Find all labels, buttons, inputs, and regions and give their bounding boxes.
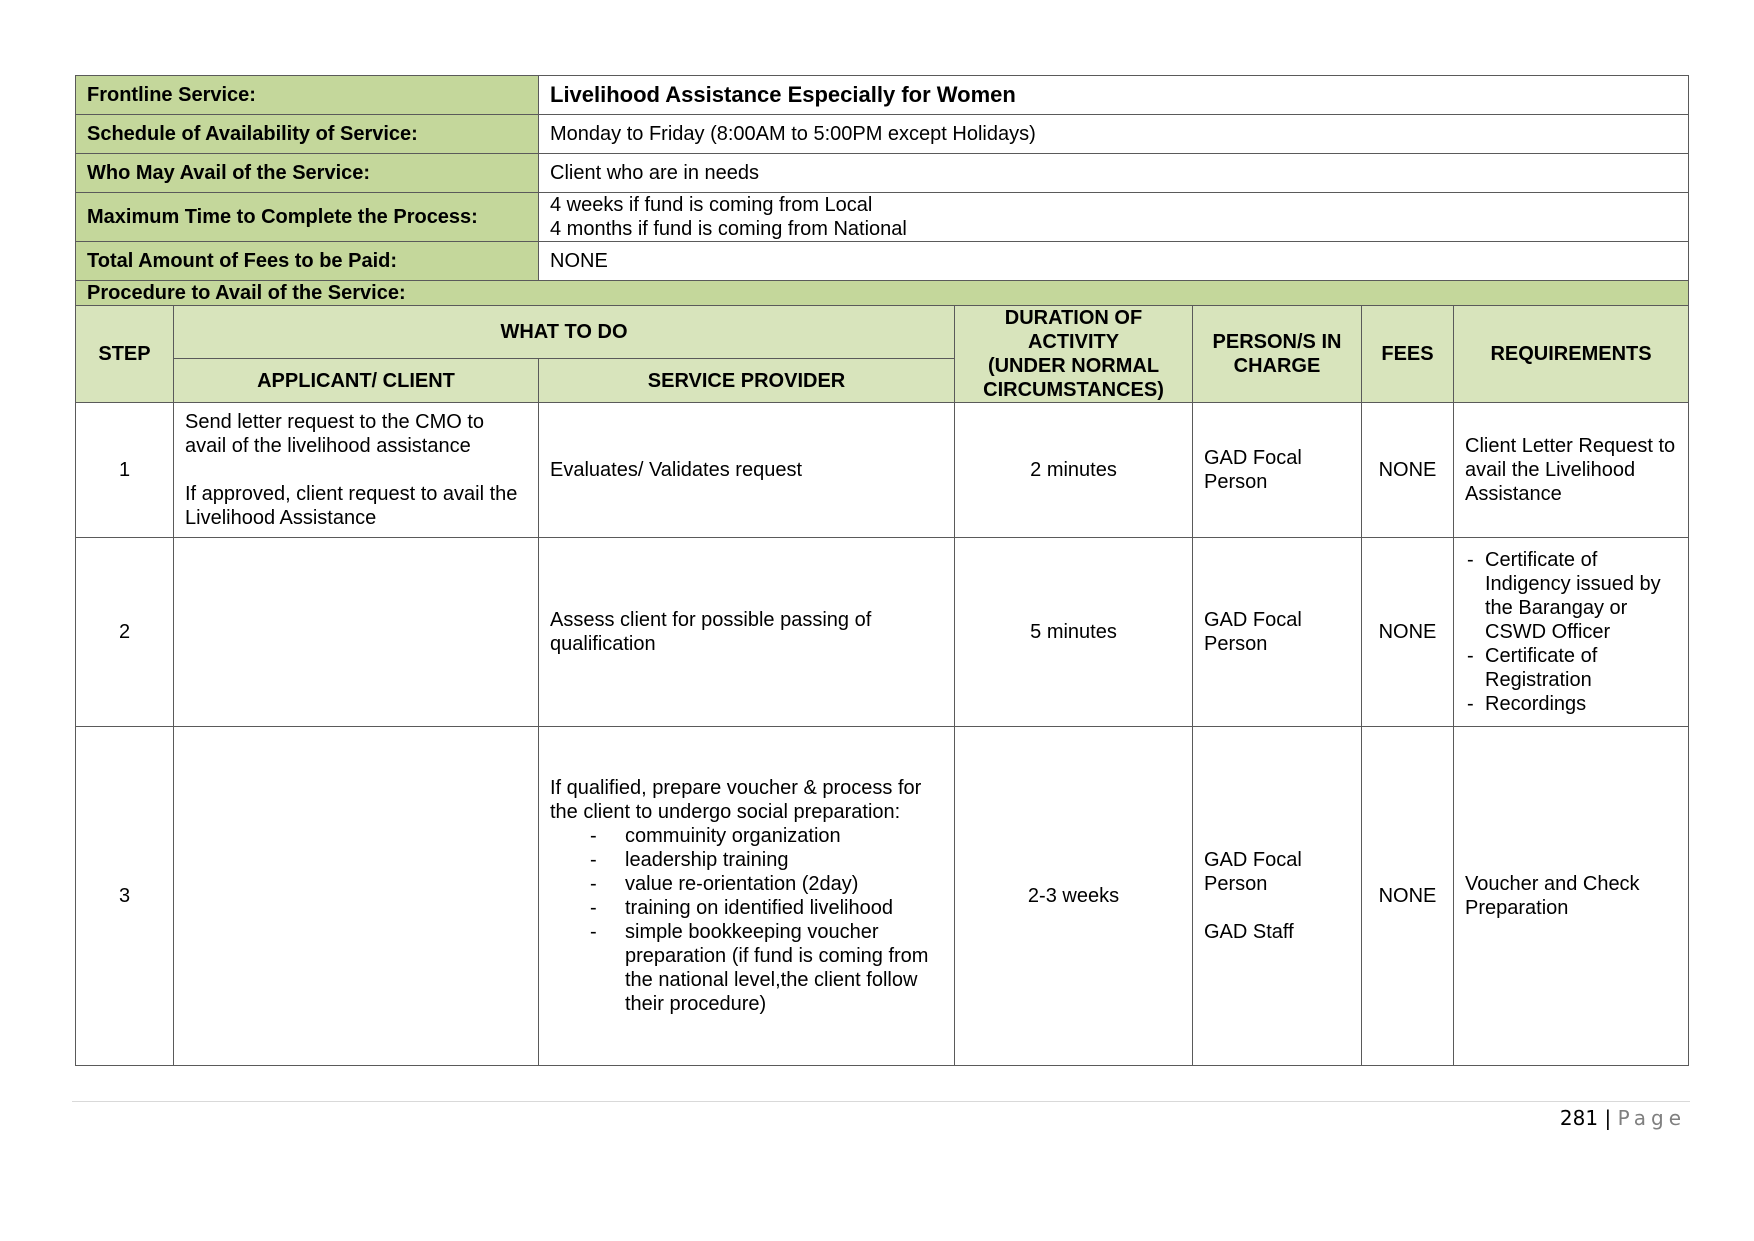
list-item: - value re-orientation (2day) — [550, 872, 943, 896]
max-time-local: 4 weeks if fund is coming from Local — [550, 194, 873, 216]
schedule-row — [76, 115, 1689, 154]
schedule-value: Monday to Friday (8:00AM to 5:00PM except Holidays) — [539, 115, 1689, 154]
page-footer — [1560, 1106, 1686, 1130]
provider-intro: If qualified, prepare voucher & process for the client to undergo social preparation: — [550, 777, 922, 823]
person-header — [1193, 306, 1362, 403]
column-header-row-1 — [76, 306, 1689, 359]
applicant-text: Send letter request to the CMO to avail of the livelihood assistance — [185, 411, 485, 457]
fees-cell: NONE — [1362, 727, 1454, 1066]
spacer — [185, 458, 527, 482]
duration-header-line: CIRCUMSTANCES) — [983, 379, 1164, 401]
person-cell: GAD Focal Person — [1193, 538, 1362, 727]
duration-header-line: ACTIVITY — [1027, 331, 1120, 353]
person-text: GAD Staff — [1204, 921, 1294, 943]
fees-value: NONE — [539, 242, 1689, 281]
list-item: - simple bookkeeping voucher preparation (if fund is coming from the national level,the client follow their procedure) — [550, 920, 943, 1016]
provider-cell: Assess client for possible passing of qualification — [539, 538, 955, 727]
duration-cell: 2-3 weeks — [955, 727, 1193, 1066]
requirements-cell: Voucher and Check Preparation — [1454, 727, 1689, 1066]
provider-header: SERVICE PROVIDER — [539, 359, 955, 403]
schedule-label: Schedule of Availability of Service: — [76, 115, 539, 154]
max-time-value — [539, 193, 1689, 242]
requirements-cell — [1454, 538, 1689, 727]
fees-label: Total Amount of Fees to be Paid: — [76, 242, 539, 281]
who-value: Client who are in needs — [539, 154, 1689, 193]
list-item: - commuinity organization — [550, 824, 943, 848]
step-cell: 3 — [76, 727, 174, 1066]
requirements-cell: Client Letter Request to avail the Livelihood Assistance — [1454, 403, 1689, 538]
max-time-label: Maximum Time to Complete the Process: — [76, 193, 539, 242]
table-row — [76, 727, 1689, 1066]
what-to-do-header: WHAT TO DO — [174, 306, 955, 359]
person-text: GAD Focal Person — [1204, 849, 1302, 895]
page-word: Page — [1617, 1106, 1686, 1130]
frontline-row — [76, 76, 1689, 115]
list-item: - Certificate of Indigency issued by the Barangay or CSWD Officer — [1465, 548, 1677, 644]
fees-cell: NONE — [1362, 403, 1454, 538]
applicant-cell — [174, 403, 539, 538]
table-row — [76, 403, 1689, 538]
person-header-line: CHARGE — [1233, 355, 1321, 377]
provider-cell — [539, 727, 955, 1066]
page-number: 281 — [1559, 1106, 1599, 1130]
list-item: - Certificate of Registration — [1465, 644, 1677, 692]
duration-header-line: DURATION OF — [1004, 307, 1143, 329]
fees-header: FEES — [1362, 306, 1454, 403]
max-time-row — [76, 193, 1689, 242]
frontline-value: Livelihood Assistance Especially for Women — [539, 76, 1689, 115]
duration-header — [955, 306, 1193, 403]
spacer — [1204, 896, 1350, 920]
applicant-cell — [174, 727, 539, 1066]
fees-cell: NONE — [1362, 538, 1454, 727]
frontline-label: Frontline Service: — [76, 76, 539, 115]
applicant-header: APPLICANT/ CLIENT — [174, 359, 539, 403]
footer-divider — [72, 1101, 1690, 1102]
requirements-header: REQUIREMENTS — [1454, 306, 1689, 403]
fees-row — [76, 242, 1689, 281]
duration-cell: 5 minutes — [955, 538, 1193, 727]
page-separator: | — [1604, 1106, 1612, 1130]
procedure-row — [76, 281, 1689, 306]
step-cell: 1 — [76, 403, 174, 538]
applicant-cell — [174, 538, 539, 727]
list-item: - training on identified livelihood — [550, 896, 943, 920]
table-row — [76, 538, 1689, 727]
person-cell — [1193, 727, 1362, 1066]
duration-cell: 2 minutes — [955, 403, 1193, 538]
procedure-label: Procedure to Avail of the Service: — [76, 281, 1689, 306]
provider-cell: Evaluates/ Validates request — [539, 403, 955, 538]
requirements-list — [1465, 548, 1677, 716]
max-time-national: 4 months if fund is coming from National — [550, 218, 907, 240]
step-header: STEP — [76, 306, 174, 403]
applicant-text: If approved, client request to avail the Livelihood Assistance — [185, 483, 518, 529]
person-header-line: PERSON/S IN — [1212, 331, 1342, 353]
step-cell: 2 — [76, 538, 174, 727]
list-item: - Recordings — [1465, 692, 1677, 716]
service-table — [75, 75, 1689, 1066]
who-row — [76, 154, 1689, 193]
list-item: - leadership training — [550, 848, 943, 872]
who-label: Who May Avail of the Service: — [76, 154, 539, 193]
person-cell: GAD Focal Person — [1193, 403, 1362, 538]
preparation-list — [550, 824, 943, 1016]
duration-header-line: (UNDER NORMAL — [987, 355, 1160, 377]
